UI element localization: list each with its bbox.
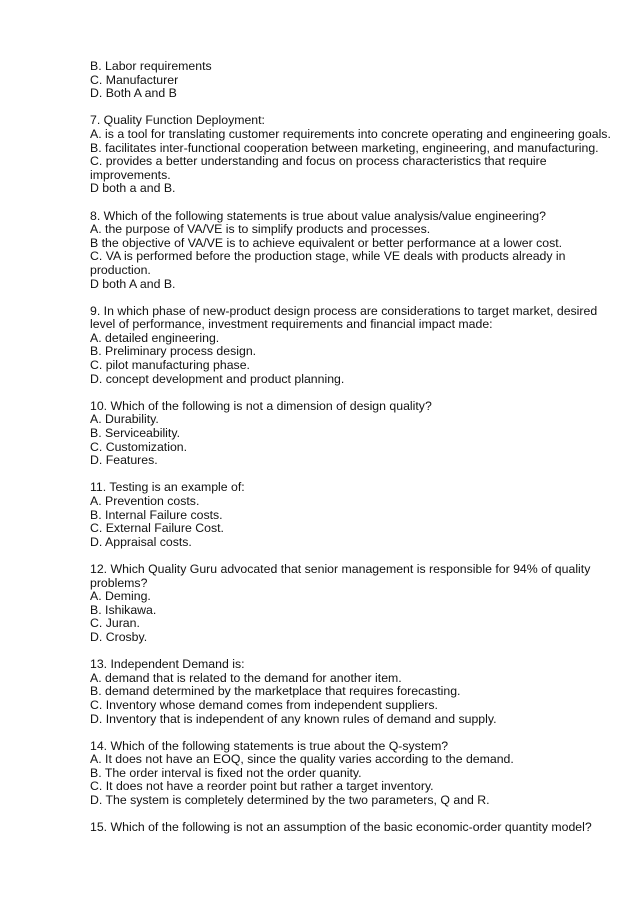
question-text: 9. In which phase of new-product design process are considerations to target market, desired — [90, 303, 598, 318]
question-text: 10. Which of the following is not a dimension of design quality? — [90, 398, 432, 413]
option-d: D. Appraisal costs. — [90, 534, 192, 549]
question-13 — [90, 658, 620, 726]
option-b: B. The order interval is fixed not the order quanity. — [90, 765, 362, 780]
option-d: D both A and B. — [90, 276, 176, 291]
option-c-continued: improvements. — [90, 167, 171, 182]
option-d: D. Inventory that is independent of any known rules of demand and supply. — [90, 711, 497, 726]
option-d: D. concept development and product planning. — [90, 371, 345, 386]
option-a: A. It does not have an EOQ, since the quality varies according to the demand. — [90, 752, 514, 767]
option-a: A. detailed engineering. — [90, 330, 220, 345]
option-d: D. Crosby. — [90, 629, 148, 644]
document-page — [90, 60, 620, 848]
question-text: 11. Testing is an example of: — [90, 480, 245, 495]
option-a: A. Deming. — [90, 589, 151, 604]
option-b: B the objective of VA/VE is to achieve equivalent or better performance at a lower cost. — [90, 235, 563, 250]
option-b: B. Internal Failure costs. — [90, 507, 223, 522]
option-b: B. Labor requirements — [90, 59, 212, 73]
question-text-continued: level of performance, investment requirements and financial impact made: — [90, 317, 493, 332]
option-c: C. Inventory whose demand comes from independent suppliers. — [90, 697, 438, 712]
question-text: 14. Which of the following statements is true about the Q-system? — [90, 738, 449, 753]
option-c: C. Juran. — [90, 616, 140, 631]
option-a: A. is a tool for translating customer requirements into concrete operating and engineering goals. — [90, 126, 611, 141]
option-c: C. Customization. — [90, 439, 188, 454]
option-b: B. demand determined by the marketplace that requires forecasting. — [90, 684, 461, 699]
question-11 — [90, 481, 620, 549]
option-a: A. demand that is related to the demand for another item. — [90, 670, 402, 685]
option-d: D both a and B. — [90, 181, 176, 196]
question-8 — [90, 210, 620, 292]
option-c: C. provides a better understanding and focus on process characteristics that require — [90, 154, 547, 169]
option-a: A. Prevention costs. — [90, 494, 200, 508]
question-12 — [90, 563, 620, 645]
question-14 — [90, 740, 620, 808]
question-text: 15. Which of the following is not an assumption of the basic economic-order quantity model? — [90, 820, 592, 835]
option-c: C. It does not have a reorder point but rather a target inventory. — [90, 779, 434, 794]
option-d: D. Both A and B — [90, 86, 177, 101]
option-d: D. The system is completely determined by the two parameters, Q and R. — [90, 793, 490, 808]
question-7 — [90, 114, 620, 196]
option-c: C. VA is performed before the production stage, while VE deals with products already in — [90, 249, 566, 264]
option-c-continued: production. — [90, 262, 151, 277]
option-c: C. pilot manufacturing phase. — [90, 358, 250, 373]
option-c: C. External Failure Cost. — [90, 521, 224, 536]
option-b: B. Ishikawa. — [90, 602, 157, 617]
option-b: B. facilitates inter-functional cooperation between marketing, engineering, and manufacturing. — [90, 140, 599, 155]
question-text: 12. Which Quality Guru advocated that senior management is responsible for 94% of quality — [90, 561, 591, 576]
option-b: B. Preliminary process design. — [90, 344, 257, 359]
question-10 — [90, 400, 620, 468]
answer-options-continuation — [90, 60, 620, 101]
option-c: C. Manufacturer — [90, 72, 179, 87]
question-text-continued: problems? — [90, 575, 148, 590]
question-9 — [90, 305, 620, 387]
option-a: A. Durability. — [90, 412, 159, 427]
question-15 — [90, 821, 620, 835]
question-text: 13. Independent Demand is: — [90, 657, 245, 672]
option-b: B. Serviceability. — [90, 426, 180, 441]
option-d: D. Features. — [90, 453, 158, 468]
question-text: 7. Quality Function Deployment: — [90, 113, 265, 128]
option-a: A. the purpose of VA/VE is to simplify products and processes. — [90, 222, 431, 237]
question-text: 8. Which of the following statements is true about value analysis/value engineering? — [90, 208, 546, 223]
